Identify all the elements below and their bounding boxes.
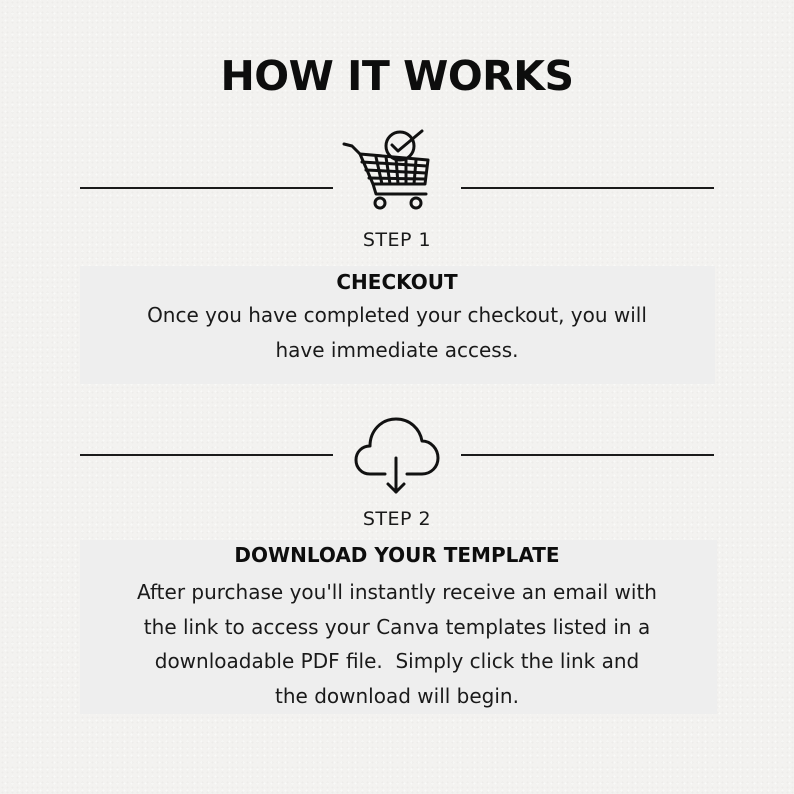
step-2-label: STEP 2	[362, 508, 432, 530]
divider-left-step-1	[80, 187, 333, 189]
cloud-download-icon	[352, 414, 442, 498]
step-2-description-line: After purchase you'll instantly receive an email with	[137, 580, 657, 604]
step-2-description	[97, 575, 697, 713]
step-2-heading: DOWNLOAD YOUR TEMPLATE	[234, 543, 560, 567]
step-1-description	[97, 298, 697, 367]
divider-right-step-1	[461, 187, 714, 189]
step-1-description-line: have immediate access.	[275, 337, 519, 362]
divider-right-step-2	[461, 454, 714, 456]
step-2-description-line: the download will begin.	[275, 683, 519, 708]
step-1-description-line: Once you have completed your checkout, you will	[147, 303, 647, 327]
step-1-heading: CHECKOUT	[336, 270, 458, 294]
shopping-cart-check-icon	[340, 128, 435, 214]
divider-left-step-2	[80, 454, 333, 456]
step-2-description-line: the link to access your Canva templates listed in a	[143, 614, 651, 639]
page-title: HOW IT WORKS	[220, 52, 574, 100]
step-1-label: STEP 1	[362, 229, 432, 251]
step-2-description-line: downloadable PDF file. Simply click the link and	[154, 649, 640, 673]
